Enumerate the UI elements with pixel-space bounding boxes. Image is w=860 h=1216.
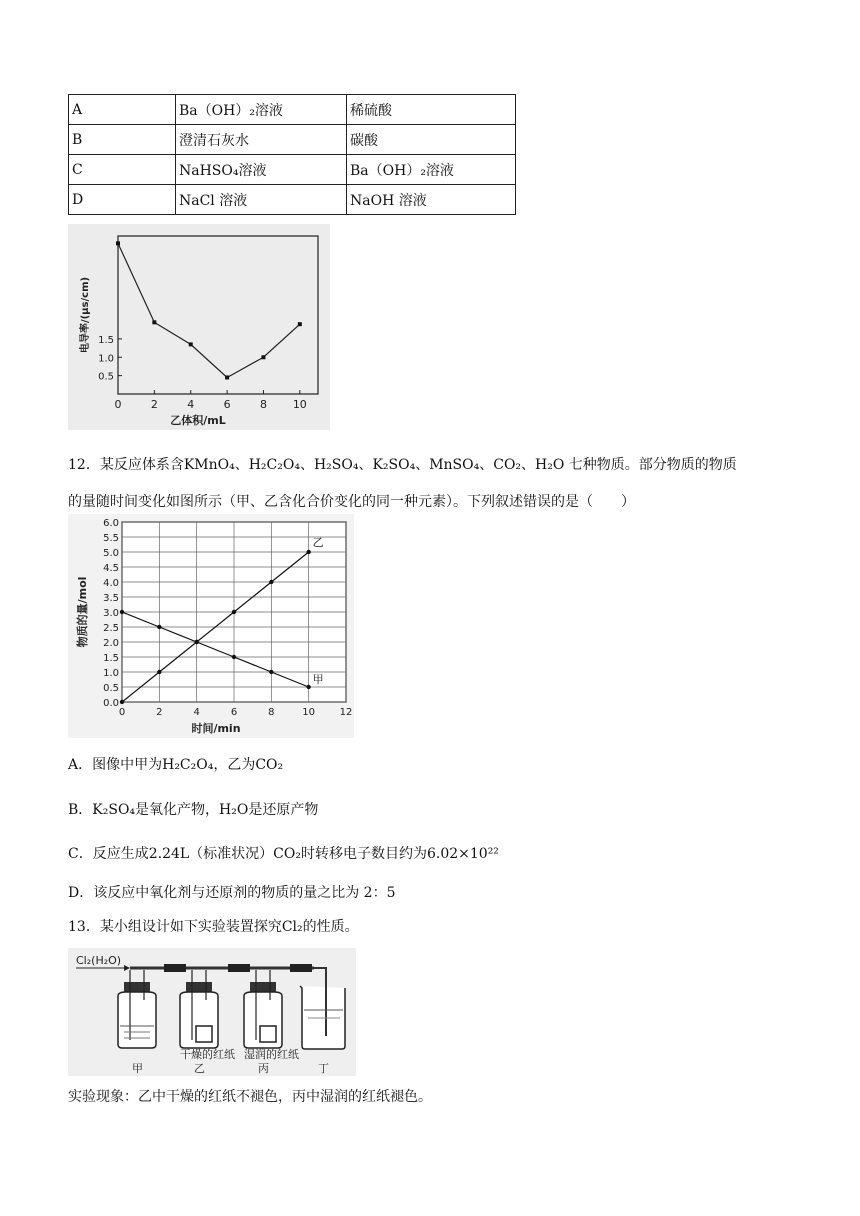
- data-point: [232, 655, 236, 659]
- x-tick-label: 2: [150, 398, 158, 411]
- table-row: [69, 185, 516, 215]
- y-axis-label: 物质的量/mol: [76, 576, 89, 648]
- paper-label-wet: 湿润的红纸: [244, 1048, 299, 1061]
- table-cell: NaCl 溶液: [176, 185, 347, 215]
- bottle-jia: [118, 970, 156, 1048]
- bottle-label-ding: 丁: [318, 1062, 329, 1075]
- options-table: [68, 94, 516, 215]
- inlet-arrowhead: [124, 965, 130, 971]
- table-row: [69, 125, 516, 155]
- apparatus-drawing: [68, 948, 356, 1076]
- x-axis-label: 乙体积/mL: [170, 414, 226, 427]
- paper-label-dry: 干燥的红纸: [180, 1048, 235, 1061]
- bottle-label-bing: 丙: [258, 1062, 269, 1075]
- x-tick-label: 8: [259, 398, 267, 411]
- table-cell: D: [69, 185, 176, 215]
- table-cell: 稀硫酸: [347, 95, 516, 125]
- y-tick-label: 3.0: [103, 608, 119, 619]
- y-tick-label: 6.0: [103, 518, 119, 529]
- data-point: [306, 685, 310, 689]
- y-tick-label: 1.0: [98, 353, 114, 365]
- table-row: [69, 95, 516, 125]
- x-tick-label: 6: [223, 398, 231, 411]
- y-tick-label: 4.0: [103, 578, 119, 589]
- q12-option-b: B．K₂SO₄是氧化产物，H₂O是还原产物: [68, 802, 319, 818]
- x-tick-label: 12: [339, 707, 353, 718]
- table-cell: A: [69, 95, 176, 125]
- x-tick-label: 2: [156, 707, 163, 718]
- x-tick-label: 6: [230, 707, 238, 718]
- x-tick-label: 8: [268, 707, 275, 718]
- amount-time-chart-svg: [68, 514, 354, 738]
- data-point: [157, 670, 161, 674]
- table-cell: 碳酸: [347, 125, 516, 155]
- data-point: [269, 670, 273, 674]
- rubber-joint: [228, 964, 250, 972]
- table-row: [69, 155, 516, 185]
- data-point: [120, 610, 124, 614]
- data-point: [157, 625, 161, 629]
- table-cell: B: [69, 125, 176, 155]
- data-point: [189, 342, 193, 346]
- data-point: [120, 700, 124, 704]
- apparatus-figure: [68, 948, 356, 1076]
- x-tick-label: 0: [118, 707, 126, 718]
- y-axis-label: 电导率/(μs/cm): [80, 276, 91, 354]
- series-label: 乙: [312, 536, 324, 549]
- table-cell: 澄清石灰水: [176, 125, 347, 155]
- series-label: 甲: [312, 673, 324, 686]
- y-tick-label: 0.5: [103, 683, 119, 694]
- data-point: [225, 375, 229, 379]
- bottle-bing: [244, 970, 282, 1048]
- y-tick-label: 5.5: [103, 533, 119, 544]
- bottle-label-jia: 甲: [132, 1062, 143, 1075]
- data-point: [194, 640, 198, 644]
- plot-frame: [118, 236, 318, 394]
- y-tick-label: 1.5: [103, 653, 119, 664]
- table-cell: Ba（OH）₂溶液: [176, 95, 347, 125]
- conductivity-chart-svg: [68, 224, 330, 430]
- x-tick-label: 4: [187, 398, 195, 411]
- data-point: [261, 355, 265, 359]
- data-point: [232, 610, 236, 614]
- y-tick-label: 0.5: [98, 371, 114, 383]
- beaker-ding: [300, 968, 345, 1049]
- y-tick-label: 1.0: [103, 668, 119, 679]
- data-point: [269, 580, 273, 584]
- q12-stem-line1: 12．某反应体系含KMnO₄、H₂C₂O₄、H₂SO₄、K₂SO₄、MnSO₄、CO₂、H₂O 七种物质。部分物质的物质: [68, 457, 737, 473]
- data-point: [306, 550, 310, 554]
- q12-stem-line2: 的量随时间变化如图所示（甲、乙含化合价变化的同一种元素）。下列叙述错误的是（ ）: [68, 494, 635, 510]
- y-tick-label: 4.5: [103, 563, 119, 574]
- inlet-label: Cl₂(H₂O): [76, 954, 122, 967]
- q13-phenomenon: 实验现象：乙中干燥的红纸不褪色，丙中湿润的红纸褪色。: [68, 1089, 432, 1105]
- y-tick-label: 0.0: [103, 698, 119, 709]
- table-cell: Ba（OH）₂溶液: [347, 155, 516, 185]
- bottle-label-yi: 乙: [194, 1062, 205, 1075]
- q13-stem: 13．某小组设计如下实验装置探究Cl₂的性质。: [68, 919, 359, 935]
- x-axis-label: 时间/min: [191, 722, 241, 735]
- conductivity-chart: [68, 224, 330, 430]
- q12-option-c: C．反应生成2.24L（标准状况）CO₂时转移电子数目约为6.02×10²²: [68, 846, 499, 862]
- y-tick-label: 2.5: [103, 623, 119, 634]
- y-tick-label: 3.5: [103, 593, 119, 604]
- y-tick-label: 1.5: [98, 334, 114, 346]
- rubber-joint: [290, 964, 312, 972]
- x-tick-label: 4: [193, 707, 200, 718]
- data-point: [116, 241, 120, 245]
- bottle-yi: [180, 970, 218, 1048]
- data-point: [152, 320, 156, 324]
- x-tick-label: 10: [302, 707, 316, 718]
- table-cell: C: [69, 155, 176, 185]
- data-point: [298, 322, 302, 326]
- y-tick-label: 5.0: [103, 548, 119, 559]
- x-tick-label: 10: [292, 398, 307, 411]
- table-cell: NaHSO₄溶液: [176, 155, 347, 185]
- conductivity-line: [118, 243, 300, 377]
- q12-option-a: A．图像中甲为H₂C₂O₄，乙为CO₂: [68, 757, 284, 773]
- y-tick-label: 2.0: [103, 638, 119, 649]
- x-tick-label: 0: [114, 398, 122, 411]
- q12-option-d: D．该反应中氧化剂与还原剂的物质的量之比为 2：5: [68, 885, 396, 901]
- table-cell: NaOH 溶液: [347, 185, 516, 215]
- amount-time-chart: [68, 514, 354, 738]
- rubber-joint: [164, 964, 186, 972]
